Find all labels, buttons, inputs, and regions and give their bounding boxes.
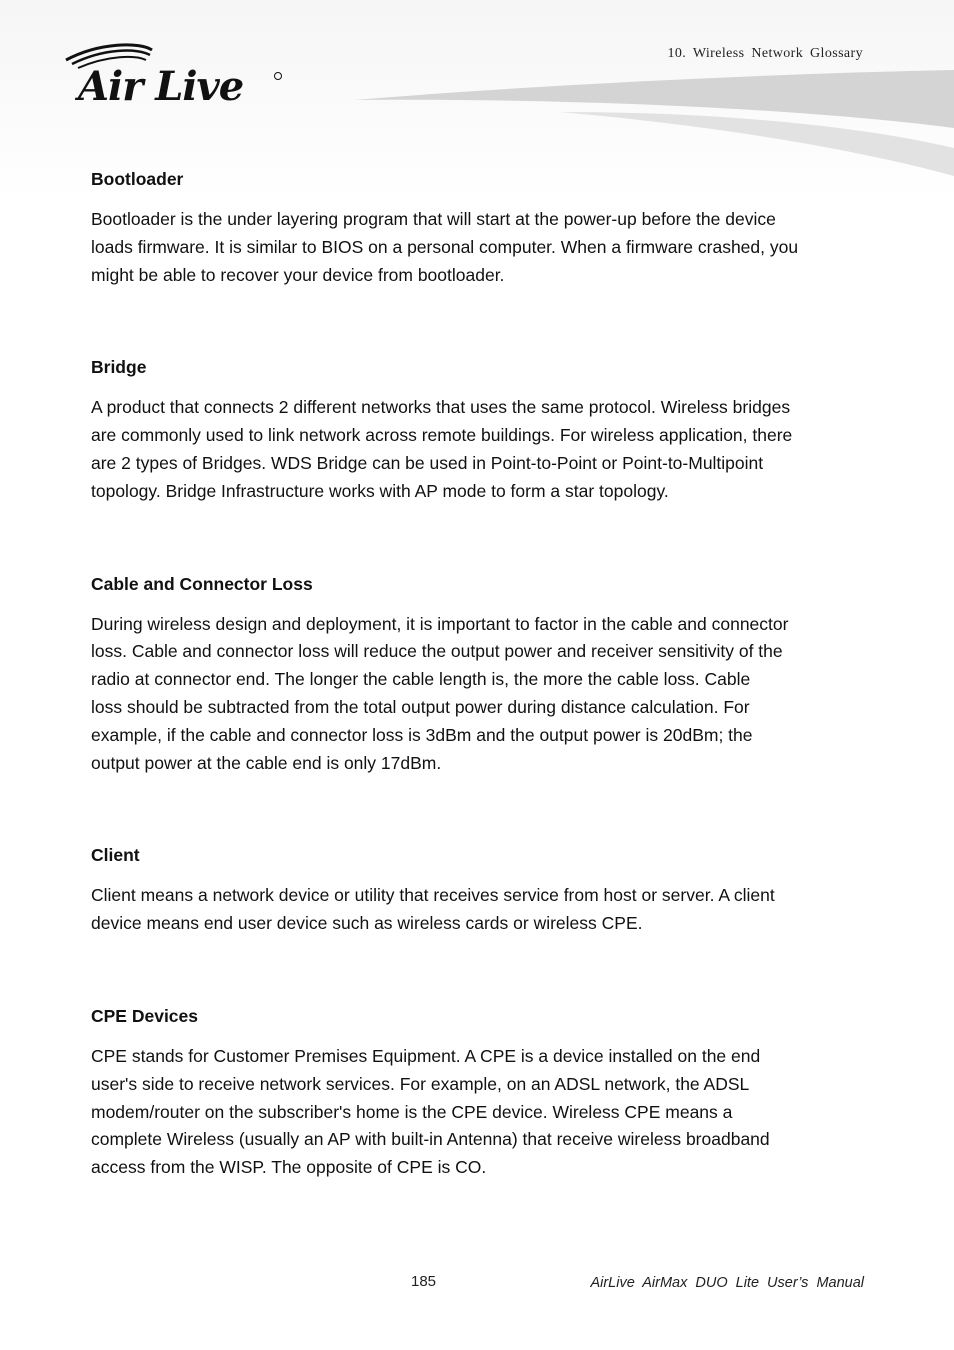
glossary-term: Client bbox=[91, 845, 140, 866]
glossary-description: CPE stands for Customer Premises Equipment. A CPE is a device installed on the end user's side to receive network services. For example, on an ADSL network, the ADSL modem/router on the subscriber's home is the CPE device. Wireless CPE means a complete Wireless (usually an AP with built-in Antenna) that receive wireless broadband access from the WISP. The opposite of CPE is CO. bbox=[91, 1045, 770, 1178]
glossary-term: CPE Devices bbox=[91, 1005, 199, 1026]
glossary-entry-cable-connector-loss bbox=[91, 573, 866, 778]
glossary-term: Bootloader bbox=[91, 169, 184, 189]
svg-text:Air Live: Air Live bbox=[78, 63, 244, 110]
glossary-entry-bridge bbox=[91, 356, 866, 505]
glossary-term: Bridge bbox=[91, 357, 147, 378]
glossary-description: Bootloader is the under layering program that will start at the power-up before the device loads firmware. It is similar to BIOS on a personal computer. When a firmware crashed, you might be able to recover your device from bootloader. bbox=[91, 209, 799, 285]
page-number: 185 bbox=[411, 1273, 437, 1290]
glossary-entry-bootloader bbox=[91, 168, 866, 289]
glossary-description: Client means a network device or utility that receives service from host or server. A client device means end user device such as wireless cards or wireless CPE. bbox=[91, 885, 775, 934]
glossary-description: A product that connects 2 different networks that uses the same protocol. Wireless bridges are commonly used to link network across remote buildings. For wireless application, there are 2 types of Bridges. WDS Bridge can be used in Point-to-Point or Point-to-Multipoint topology. Bridge Infrastructure works with AP mode to form a star topology. bbox=[91, 397, 793, 501]
glossary-content bbox=[91, 168, 866, 1182]
glossary-entry-cpe-devices bbox=[91, 1005, 866, 1182]
airlive-logo bbox=[60, 40, 290, 110]
chapter-title: 10. Wireless Network Glossary bbox=[667, 46, 863, 61]
glossary-entry-client bbox=[91, 844, 866, 938]
glossary-description: During wireless design and deployment, it is important to factor in the cable and connector loss. Cable and connector loss will reduce the output power and receiver sensitivity of the radio at connector end. The longer the cable length is, the more the cable loss. Cable loss should be subtracted from the total output power during distance calculation. For example, if the cable and connector loss is 3dBm and the output power is 20dBm; the output power at the cable end is only 17dBm. bbox=[91, 613, 789, 773]
manual-title: AirLive AirMax DUO Lite User’s Manual bbox=[590, 1275, 864, 1291]
glossary-term: Cable and Connector Loss bbox=[91, 573, 313, 594]
